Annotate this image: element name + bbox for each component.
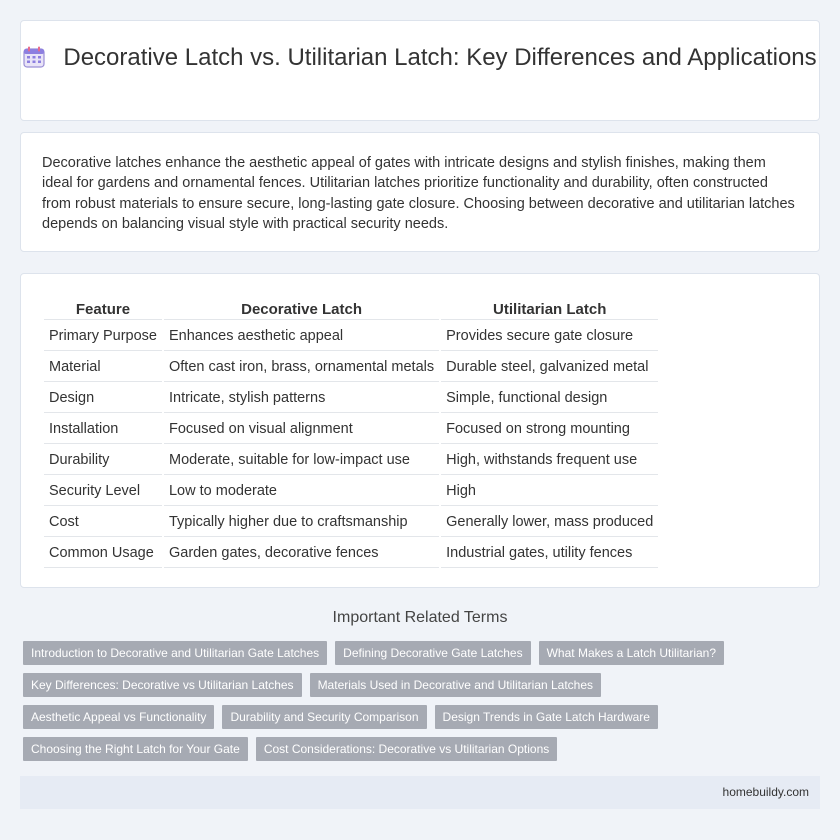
related-term-tag[interactable]: Design Trends in Gate Latch Hardware bbox=[435, 705, 658, 729]
related-term-tag[interactable]: Introduction to Decorative and Utilitarian Gate Latches bbox=[23, 641, 327, 665]
table-cell: Cost bbox=[44, 508, 162, 537]
table-cell: Focused on strong mounting bbox=[441, 415, 658, 444]
table-cell: Common Usage bbox=[44, 539, 162, 568]
table-cell: High, withstands frequent use bbox=[441, 446, 658, 475]
related-terms-list bbox=[23, 641, 803, 769]
table-cell: Intricate, stylish patterns bbox=[164, 384, 439, 413]
related-term-tag[interactable]: Cost Considerations: Decorative vs Utilitarian Options bbox=[256, 737, 557, 761]
header-card bbox=[20, 20, 820, 121]
intro-card bbox=[20, 132, 820, 252]
intro-text: Decorative latches enhance the aesthetic appeal of gates with intricate designs and stylish finishes, making them ideal for gardens and ornamental fences. Utilitarian latches prioritize functionality and durability, often constructed from robust materials to ensure secure, long-lasting gate closure. Choosing between decorative and utilitarian latches depends on balancing visual style with practical security needs. bbox=[42, 155, 795, 232]
related-term-tag[interactable]: Choosing the Right Latch for Your Gate bbox=[23, 737, 248, 761]
table-cell: Durable steel, galvanized metal bbox=[441, 353, 658, 382]
table-cell: Generally lower, mass produced bbox=[441, 508, 658, 537]
table-cell: Industrial gates, utility fences bbox=[441, 539, 658, 568]
table-cell: Primary Purpose bbox=[44, 322, 162, 351]
comparison-card bbox=[20, 273, 820, 588]
table-row bbox=[44, 539, 658, 568]
table-row bbox=[44, 446, 658, 475]
footer bbox=[20, 776, 820, 809]
table-row bbox=[44, 322, 658, 351]
header-decorative: Decorative Latch bbox=[164, 297, 439, 320]
table-row bbox=[44, 415, 658, 444]
table-cell: Installation bbox=[44, 415, 162, 444]
table-cell: Durability bbox=[44, 446, 162, 475]
footer-site-link[interactable]: homebuildy.com bbox=[722, 785, 809, 799]
page-title: Decorative Latch vs. Utilitarian Latch: Key Differences and Applications bbox=[63, 44, 817, 71]
calendar-icon bbox=[23, 46, 45, 68]
table-row bbox=[44, 353, 658, 382]
comparison-table bbox=[42, 295, 660, 570]
table-cell: Material bbox=[44, 353, 162, 382]
related-term-tag[interactable]: Defining Decorative Gate Latches bbox=[335, 641, 530, 665]
header-utilitarian: Utilitarian Latch bbox=[441, 297, 658, 320]
table-cell: Typically higher due to craftsmanship bbox=[164, 508, 439, 537]
related-term-tag[interactable]: Key Differences: Decorative vs Utilitarian Latches bbox=[23, 673, 302, 697]
table-row bbox=[44, 477, 658, 506]
table-cell: Security Level bbox=[44, 477, 162, 506]
table-cell: High bbox=[441, 477, 658, 506]
related-terms-title: Important Related Terms bbox=[332, 609, 508, 626]
header-feature: Feature bbox=[44, 297, 162, 320]
table-cell: Design bbox=[44, 384, 162, 413]
page-title-wrap bbox=[21, 43, 819, 72]
table-cell: Simple, functional design bbox=[441, 384, 658, 413]
related-term-tag[interactable]: Aesthetic Appeal vs Functionality bbox=[23, 705, 214, 729]
table-cell: Often cast iron, brass, ornamental metals bbox=[164, 353, 439, 382]
table-cell: Enhances aesthetic appeal bbox=[164, 322, 439, 351]
related-term-tag[interactable]: What Makes a Latch Utilitarian? bbox=[539, 641, 724, 665]
related-term-tag[interactable]: Durability and Security Comparison bbox=[222, 705, 426, 729]
table-row bbox=[44, 508, 658, 537]
table-cell: Provides secure gate closure bbox=[441, 322, 658, 351]
table-cell: Moderate, suitable for low-impact use bbox=[164, 446, 439, 475]
table-header-row bbox=[44, 297, 658, 320]
table-cell: Focused on visual alignment bbox=[164, 415, 439, 444]
related-term-tag[interactable]: Materials Used in Decorative and Utilitarian Latches bbox=[310, 673, 601, 697]
table-cell: Low to moderate bbox=[164, 477, 439, 506]
table-cell: Garden gates, decorative fences bbox=[164, 539, 439, 568]
table-row bbox=[44, 384, 658, 413]
